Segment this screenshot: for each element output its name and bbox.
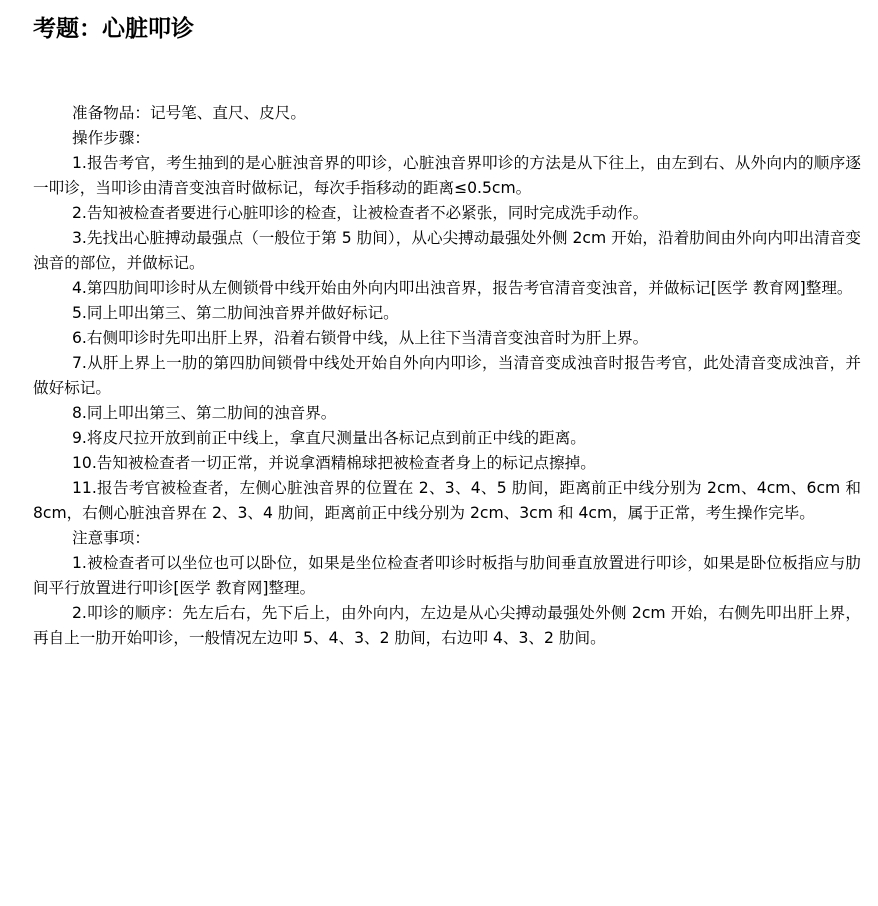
materials-line: 准备物品：记号笔、直尺、皮尺。 (72, 104, 306, 122)
step-item: 9.将皮尺拉开放到前正中线上，拿直尺测量出各标记点到前正中线的距离。 (72, 429, 586, 447)
step-item: 3.先找出心脏搏动最强点（一般位于第 5 肋间），从心尖搏动最强处外侧 2cm 开始，沿着肋间由外向内叩出清音变浊音的部位，并做标记。 (33, 229, 861, 272)
step-item: 2.告知被检查者要进行心脏叩诊的检查，让被检查者不必紧张，同时完成洗手动作。 (72, 204, 649, 222)
note-item: 1.被检查者可以坐位也可以卧位，如果是坐位检查者叩诊时板指与肋间垂直放置进行叩诊，如果是卧位板指应与肋间平行放置进行叩诊[医学 教育网]整理。 (33, 554, 861, 597)
notes-heading: 注意事项： (72, 529, 150, 547)
page-title: 考题：心脏叩诊 (33, 15, 194, 42)
step-item: 8.同上叩出第三、第二肋间的浊音界。 (72, 404, 337, 422)
step-item: 4.第四肋间叩诊时从左侧锁骨中线开始由外向内叩出浊音界，报告考官清音变浊音，并做标记[医学 教育网]整理。 (72, 279, 853, 297)
step-item: 1.报告考官，考生抽到的是心脏浊音界的叩诊，心脏浊音界叩诊的方法是从下往上，由左到右、从外向内的顺序逐一叩诊，当叩诊由清音变浊音时做标记，每次手指移动的距离≤0.5cm。 (33, 154, 861, 197)
steps-heading: 操作步骤： (72, 129, 150, 147)
step-item: 7.从肝上界上一肋的第四肋间锁骨中线处开始自外向内叩诊，当清音变成浊音时报告考官，此处清音变成浊音，并做好标记。 (33, 354, 861, 397)
step-item: 6.右侧叩诊时先叩出肝上界，沿着右锁骨中线，从上往下当清音变浊音时为肝上界。 (72, 329, 649, 347)
note-item: 2.叩诊的顺序：先左后右，先下后上，由外向内，左边是从心尖搏动最强处外侧 2cm 开始，右侧先叩出肝上界，再自上一肋开始叩诊，一般情况左边叩 5、4、3、2 肋间，右边叩 4、3、2 肋间。 (33, 604, 861, 647)
step-item: 10.告知被检查者一切正常，并说拿酒精棉球把被检查者身上的标记点擦掉。 (72, 454, 596, 472)
step-item: 11.报告考官被检查者，左侧心脏浊音界的位置在 2、3、4、5 肋间，距离前正中线分别为 2cm、4cm、6cm 和 8cm，右侧心脏浊音界在 2、3、4 肋间，距离前正中线分别为 2cm、3cm 和 4cm，属于正常，考生操作完毕。 (33, 479, 861, 522)
document-body (33, 101, 861, 651)
step-item: 5.同上叩出第三、第二肋间浊音界并做好标记。 (72, 304, 399, 322)
